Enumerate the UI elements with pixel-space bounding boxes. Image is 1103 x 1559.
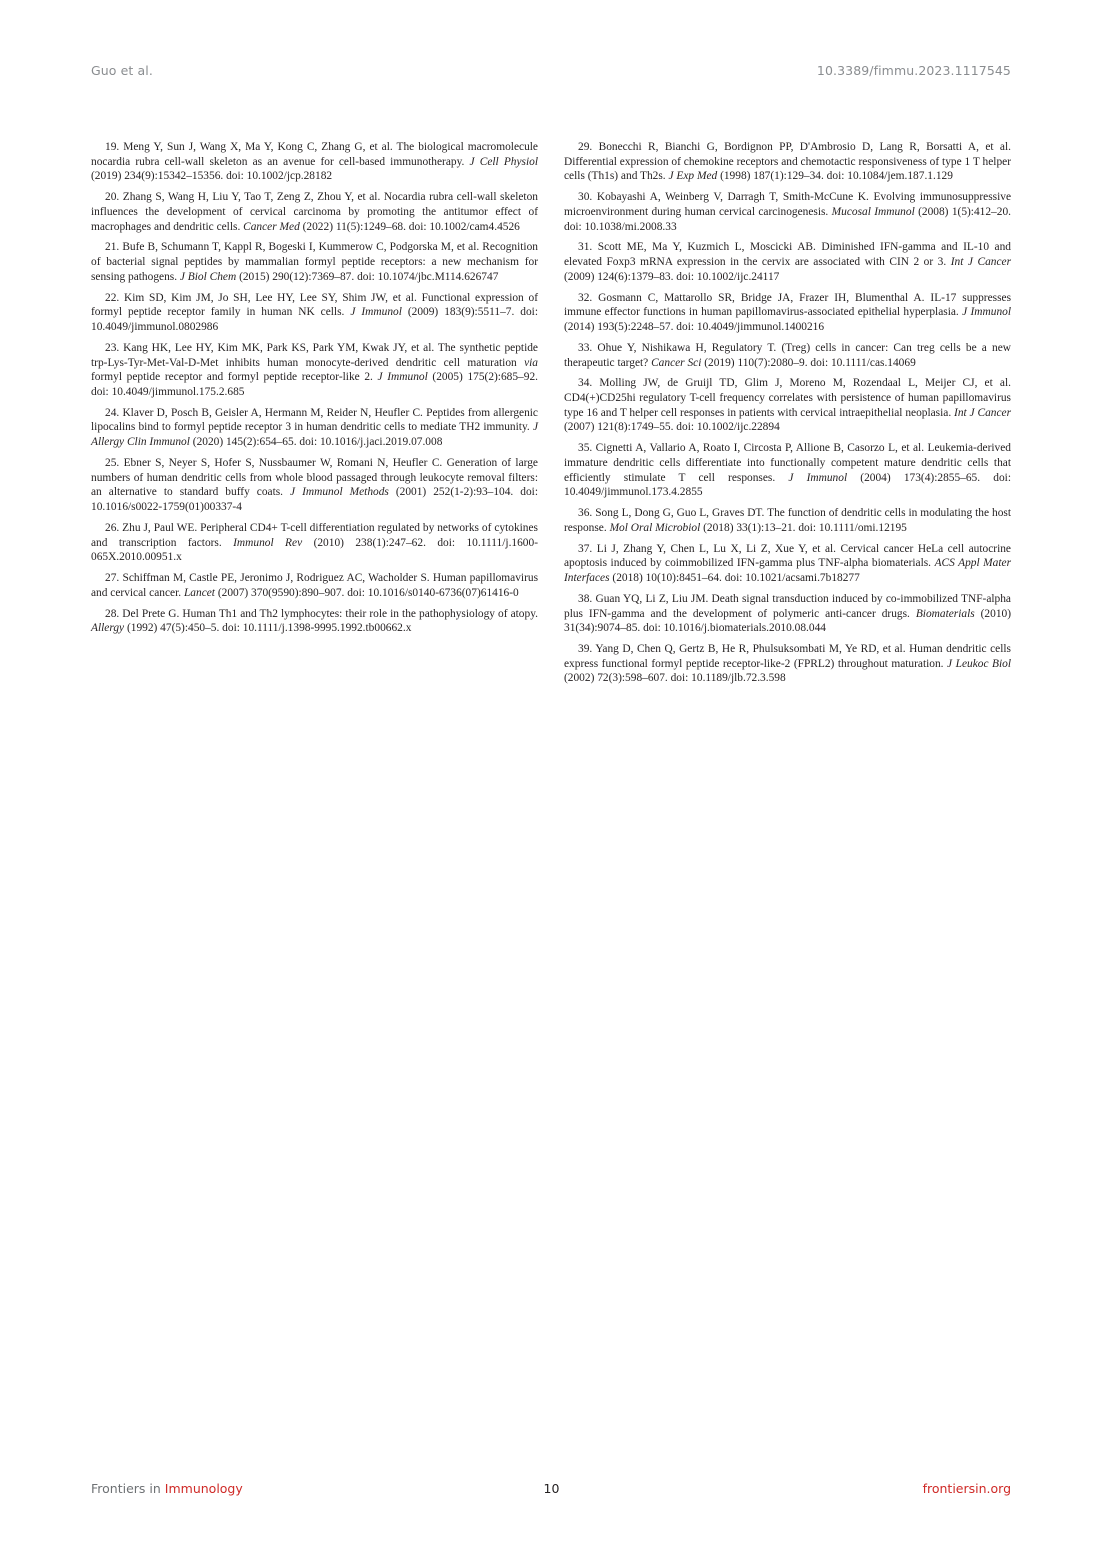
reference-entry [91,240,538,284]
reference-journal: Lancet [183,586,215,599]
reference-text-continued: formyl peptide receptor and formyl peptide receptor-like 2. [91,371,378,384]
reference-journal: Mucosal Immunol [831,205,915,218]
reference-entry [564,240,1011,284]
reference-text: 37. Li J, Zhang Y, Chen L, Lu X, Li Z, Xue Y, et al. Cervical cancer HeLa cell autocrine apoptosis induced by coimmobilized IFN-gamma plus TNF-alpha biomaterials. [564,542,1011,570]
footer-journal-name: Immunology [164,1481,243,1496]
reference-citation: (2009) 183(9):5511–7. doi: 10.4049/jimmunol.0802986 [91,306,539,334]
footer-journal-prefix: Frontiers in [91,1481,165,1496]
reference-citation: (2007) 121(8):1749–55. doi: 10.1002/ijc.22894 [564,421,780,434]
reference-citation: (1998) 187(1):129–34. doi: 10.1084/jem.187.1.129 [717,170,953,183]
reference-entry [91,190,538,234]
reference-journal: Int J Cancer [954,406,1012,419]
reference-entry [564,592,1011,636]
reference-journal: Int J Cancer [950,256,1012,269]
reference-citation: (2002) 72(3):598–607. doi: 10.1189/jlb.72.3.598 [564,672,786,685]
reference-text: 28. Del Prete G. Human Th1 and Th2 lymphocytes: their role in the pathophysiology of atopy. [105,607,538,620]
reference-entry [564,190,1011,234]
reference-journal: J Cell Physiol [469,155,538,168]
reference-entry [91,140,538,184]
running-header-doi: 10.3389/fimmu.2023.1117545 [816,63,1011,78]
reference-text: 25. Ebner S, Neyer S, Hofer S, Nussbaumer W, Romani N, Heufler C. Generation of large numbers of human dendritic cells from whole blood passaged through leukocyte removal filters: an alternative to standard buffy coats. [91,456,538,499]
running-header-authors: Guo et al. [91,63,153,78]
reference-entry [564,542,1011,586]
reference-journal: J Leukoc Biol [947,657,1011,670]
reference-citation: (2020) 145(2):654–65. doi: 10.1016/j.jaci.2019.07.008 [189,436,443,449]
reference-journal: J Immunol [350,306,402,319]
page-number: 10 [543,1481,560,1496]
reference-text: 34. Molling JW, de Gruijl TD, Glim J, Moreno M, Rozendaal L, Meijer CJ, et al. CD4(+)CD25hi regulatory T-cell frequency correlates with persistence of human papillomavirus type 16 and T helper cell responses in patients with cervical intraepithelial neoplasia. [564,377,1011,419]
reference-journal: J Exp Med [668,170,718,183]
reference-entry [564,140,1011,184]
reference-citation: (2004) 173(4):2855–65. doi: 10.4049/jimmunol.173.4.2855 [564,471,1011,499]
reference-text: 31. Scott ME, Ma Y, Kuzmich L, Moscicki AB. Diminished IFN-gamma and IL-10 and elevated Foxp3 mRNA expression in the cervix are associated with CIN 2 or 3. [564,241,1011,269]
reference-citation: (2018) 10(10):8451–64. doi: 10.1021/acsami.7b18277 [609,572,860,585]
reference-entry [91,607,538,636]
reference-entry [564,642,1011,686]
reference-entry [564,341,1011,370]
reference-journal: J Biol Chem [179,270,237,283]
reference-text: 30. Kobayashi A, Weinberg V, Darragh T, Smith-McCune K. Evolving immunosuppressive microenvironment during human cervical carcinogenesis. [564,191,1011,218]
reference-citation: (2001) 252(1-2):93–104. doi: 10.1016/s0022-1759(01)00337-4 [91,486,538,514]
reference-citation: (2010) 238(1):247–62. doi: 10.1111/j.1600-065X.2010.00951.x [91,536,538,564]
reference-entry [91,291,538,335]
reference-citation: (2018) 33(1):13–21. doi: 10.1111/omi.12195 [700,521,907,534]
reference-entry [91,406,538,450]
reference-journal: Allergy [91,622,125,635]
reference-text: 24. Klaver D, Posch B, Geisler A, Hermann M, Reider N, Heufler C. Peptides from allergenic lipocalins bind to formyl peptide receptor 3 in human dendritic cells to mediate TH2 immunity. [91,406,538,434]
reference-italic-word: via [524,356,538,369]
reference-journal: Cancer Med [243,220,300,233]
reference-citation: (2019) 110(7):2080–9. doi: 10.1111/cas.14069 [701,356,916,369]
reference-text: 32. Gosmann C, Mattarollo SR, Bridge JA, Frazer IH, Blumenthal A. IL-17 suppresses immune effector functions in human papillomavirus-associated epithelial hyperplasia. [564,291,1011,319]
reference-journal: J Allergy Clin Immunol [91,421,538,449]
reference-journal: J Immunol [788,471,848,484]
reference-citation: (2008) 1(5):412–20. doi: 10.1038/mi.2008.33 [564,205,1011,233]
reference-journal: J Immunol [962,306,1011,319]
reference-entry [564,291,1011,335]
reference-journal: Immunol Rev [233,536,303,549]
references-left-column [91,140,538,642]
reference-text: 36. Song L, Dong G, Guo L, Graves DT. The function of dendritic cells in modulating the host response. [564,507,1011,534]
reference-journal: J Immunol Methods [290,486,389,499]
reference-text: 26. Zhu J, Paul WE. Peripheral CD4+ T-cell differentiation regulated by networks of cytokines and transcription factors. [91,521,538,549]
reference-text: 38. Guan YQ, Li Z, Liu JM. Death signal transduction induced by co-immobilized TNF-alpha plus IFN-gamma and the development of polymeric anti-cancer drugs. [564,592,1011,620]
reference-citation: (2007) 370(9590):890–907. doi: 10.1016/s0140-6736(07)61416-0 [214,586,519,599]
reference-entry [564,441,1011,500]
reference-entry [91,456,538,515]
reference-text: 22. Kim SD, Kim JM, Jo SH, Lee HY, Lee SY, Shim JW, et al. Functional expression of formyl peptide receptor family in human NK cells. [91,291,538,319]
reference-text: 35. Cignetti A, Vallario A, Roato I, Circosta P, Allione B, Casorzo L, et al. Leukemia-derived immature dendritic cells differentiate into functionally competent mature dendritic cells that efficiently stimulate T cell responses. [564,442,1011,484]
reference-citation: (2022) 11(5):1249–68. doi: 10.1002/cam4.4526 [299,220,520,233]
reference-journal: Biomaterials [915,607,975,620]
reference-entry [564,376,1011,435]
reference-citation: (2014) 193(5):2248–57. doi: 10.4049/jimmunol.1400216 [564,321,825,334]
reference-entry [564,506,1011,535]
reference-text: 21. Bufe B, Schumann T, Kappl R, Bogeski I, Kummerow C, Podgorska M, et al. Recognition of bacterial signal peptides by mammalian formyl peptide receptors: a new mechanism for sensing pathogens. [91,241,538,283]
references-right-column [564,140,1011,692]
reference-citation: (2010) 31(34):9074–85. doi: 10.1016/j.biomaterials.2010.08.044 [564,607,1012,635]
reference-text: 39. Yang D, Chen Q, Gertz B, He R, Phulsuksombati M, Ye RD, et al. Human dendritic cells express functional formyl peptide receptor-like-2 (FPRL2) throughout maturation. [564,643,1011,670]
reference-citation: (2019) 234(9):15342–15356. doi: 10.1002/jcp.28182 [91,170,333,183]
reference-citation: (2005) 175(2):685–92. doi: 10.4049/jimmunol.175.2.685 [91,371,538,398]
reference-entry [91,521,538,565]
reference-journal: Cancer Sci [651,356,702,369]
reference-text: 19. Meng Y, Sun J, Wang X, Ma Y, Kong C, Zhang G, et al. The biological macromolecule nocardia rubra cell-wall skeleton as an avenue for cell-based immunotherapy. [91,141,538,168]
reference-entry [91,341,538,400]
footer-site-link[interactable]: frontiersin.org [922,1481,1011,1496]
reference-text: 23. Kang HK, Lee HY, Kim MK, Park KS, Park YM, Kwak JY, et al. The synthetic peptide trp-Lys-Tyr-Met-Val-D-Met inhibits human monocyte-derived dendritic cell maturation [91,341,538,369]
reference-citation: (1992) 47(5):450–5. doi: 10.1111/j.1398-9995.1992.tb00662.x [124,622,412,635]
reference-citation: (2015) 290(12):7369–87. doi: 10.1074/jbc.M114.626747 [236,270,499,283]
reference-journal: J Immunol [377,371,428,384]
reference-text: 29. Bonecchi R, Bianchi G, Bordignon PP, D'Ambrosio D, Lang R, Borsatti A, et al. Differential expression of chemokine receptors and chemotactic responsiveness of type 1 T helper cells (Th1s) and Th2s. [564,141,1011,183]
reference-citation: (2009) 124(6):1379–83. doi: 10.1002/ijc.24117 [564,270,780,283]
reference-text: 27. Schiffman M, Castle PE, Jeronimo J, Rodriguez AC, Wacholder S. Human papillomavirus and cervical cancer. [91,572,538,599]
reference-text: 20. Zhang S, Wang H, Liu Y, Tao T, Zeng Z, Zhou Y, et al. Nocardia rubra cell-wall skeleton influences the development of cervical carcinoma by promoting the antitumor effect of macrophages and dendritic cells. [91,191,538,233]
reference-text: 33. Ohue Y, Nishikawa H, Regulatory T. (Treg) cells in cancer: Can treg cells be a new therapeutic target? [564,341,1011,369]
reference-journal: Mol Oral Microbiol [609,521,701,534]
reference-entry [91,571,538,600]
reference-journal: ACS Appl Mater Interfaces [564,557,1011,585]
